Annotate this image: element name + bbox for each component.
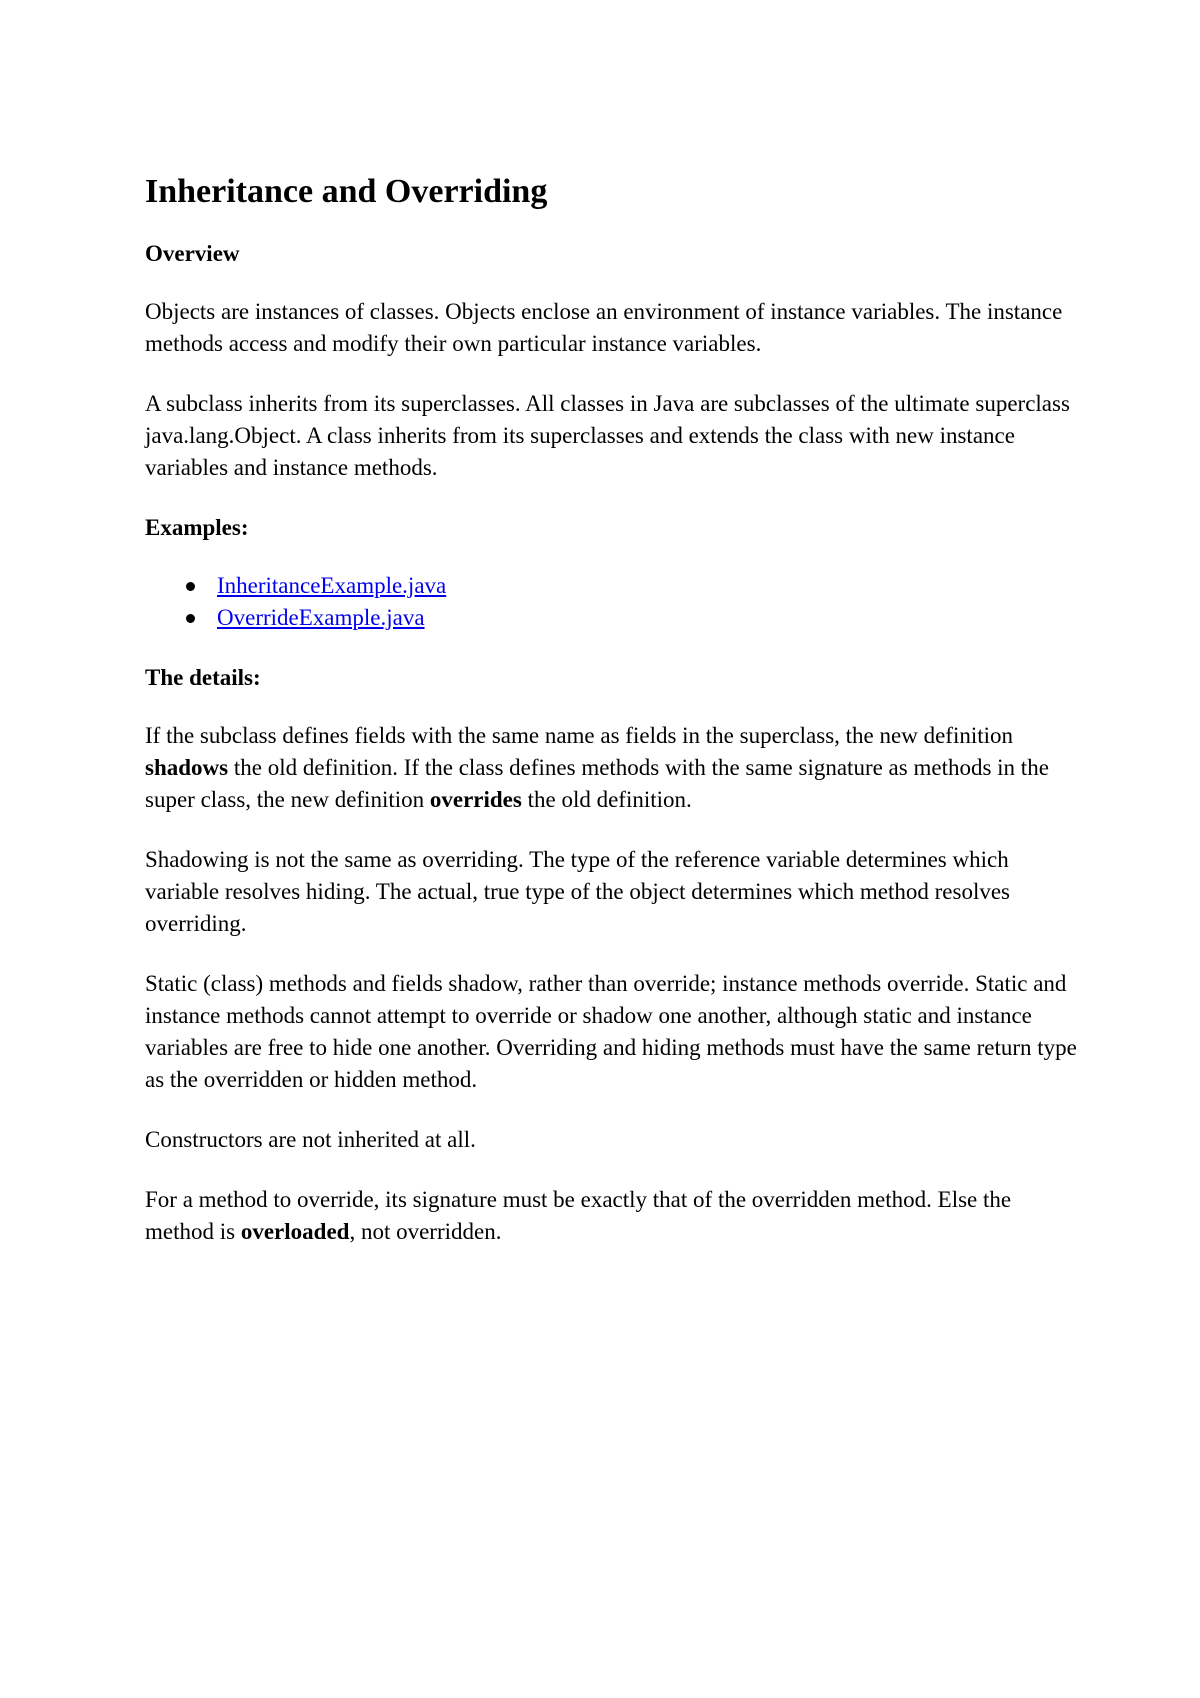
bullet-icon — [186, 614, 195, 623]
details-heading: The details: — [145, 665, 261, 690]
details-text: the old definition. — [521, 787, 692, 812]
details-text: If the subclass defines fields with the same name as fields in the superclass, the new definition — [145, 723, 1014, 748]
overloaded-term: overloaded — [240, 1219, 350, 1244]
inheritance-example-link[interactable]: InheritanceExample.java — [217, 573, 447, 598]
details-text: For a method to override, its signature must be exactly that of the overridden method. Else the method is — [145, 1187, 1012, 1244]
shadows-term: shadows — [145, 755, 229, 780]
details-paragraph-2: Shadowing is not the same as overriding. The type of the reference variable determines which variable resolves hiding. The actual, true type of the object determines which method resolves overriding. — [145, 847, 1010, 936]
examples-list — [145, 570, 1085, 634]
list-item — [145, 602, 1085, 634]
list-item — [145, 570, 1085, 602]
details-paragraph-5 — [145, 1184, 1085, 1248]
overview-paragraph-1: Objects are instances of classes. Objects enclose an environment of instance variables. The instance methods access and modify their own particular instance variables. — [145, 299, 1063, 356]
details-paragraph-3: Static (class) methods and fields shadow, rather than override; instance methods override. Static and instance methods cannot attempt to override or shadow one another, although static and instance variables are free to hide one another. Overriding and hiding methods must have the same return type as the overridden or hidden method. — [145, 971, 1077, 1092]
details-text: the old definition. If the class defines methods with the same signature as methods in the super class, the new definition — [145, 755, 1049, 812]
details-paragraph-4: Constructors are not inherited at all. — [145, 1127, 476, 1152]
examples-heading: Examples: — [145, 515, 249, 540]
override-example-link[interactable]: OverrideExample.java — [217, 605, 425, 630]
overview-heading: Overview — [145, 241, 240, 266]
bullet-icon — [186, 582, 195, 591]
document-page — [145, 172, 1085, 1276]
page-title: Inheritance and Overriding — [145, 173, 548, 210]
overrides-term: overrides — [429, 787, 522, 812]
details-text: , not overridden. — [349, 1219, 502, 1244]
details-paragraph-1 — [145, 720, 1085, 816]
overview-paragraph-2: A subclass inherits from its superclasses. All classes in Java are subclasses of the ultimate superclass java.lang.Object. A class inherits from its superclasses and extends the class with new instance variables and instance methods. — [145, 391, 1070, 480]
